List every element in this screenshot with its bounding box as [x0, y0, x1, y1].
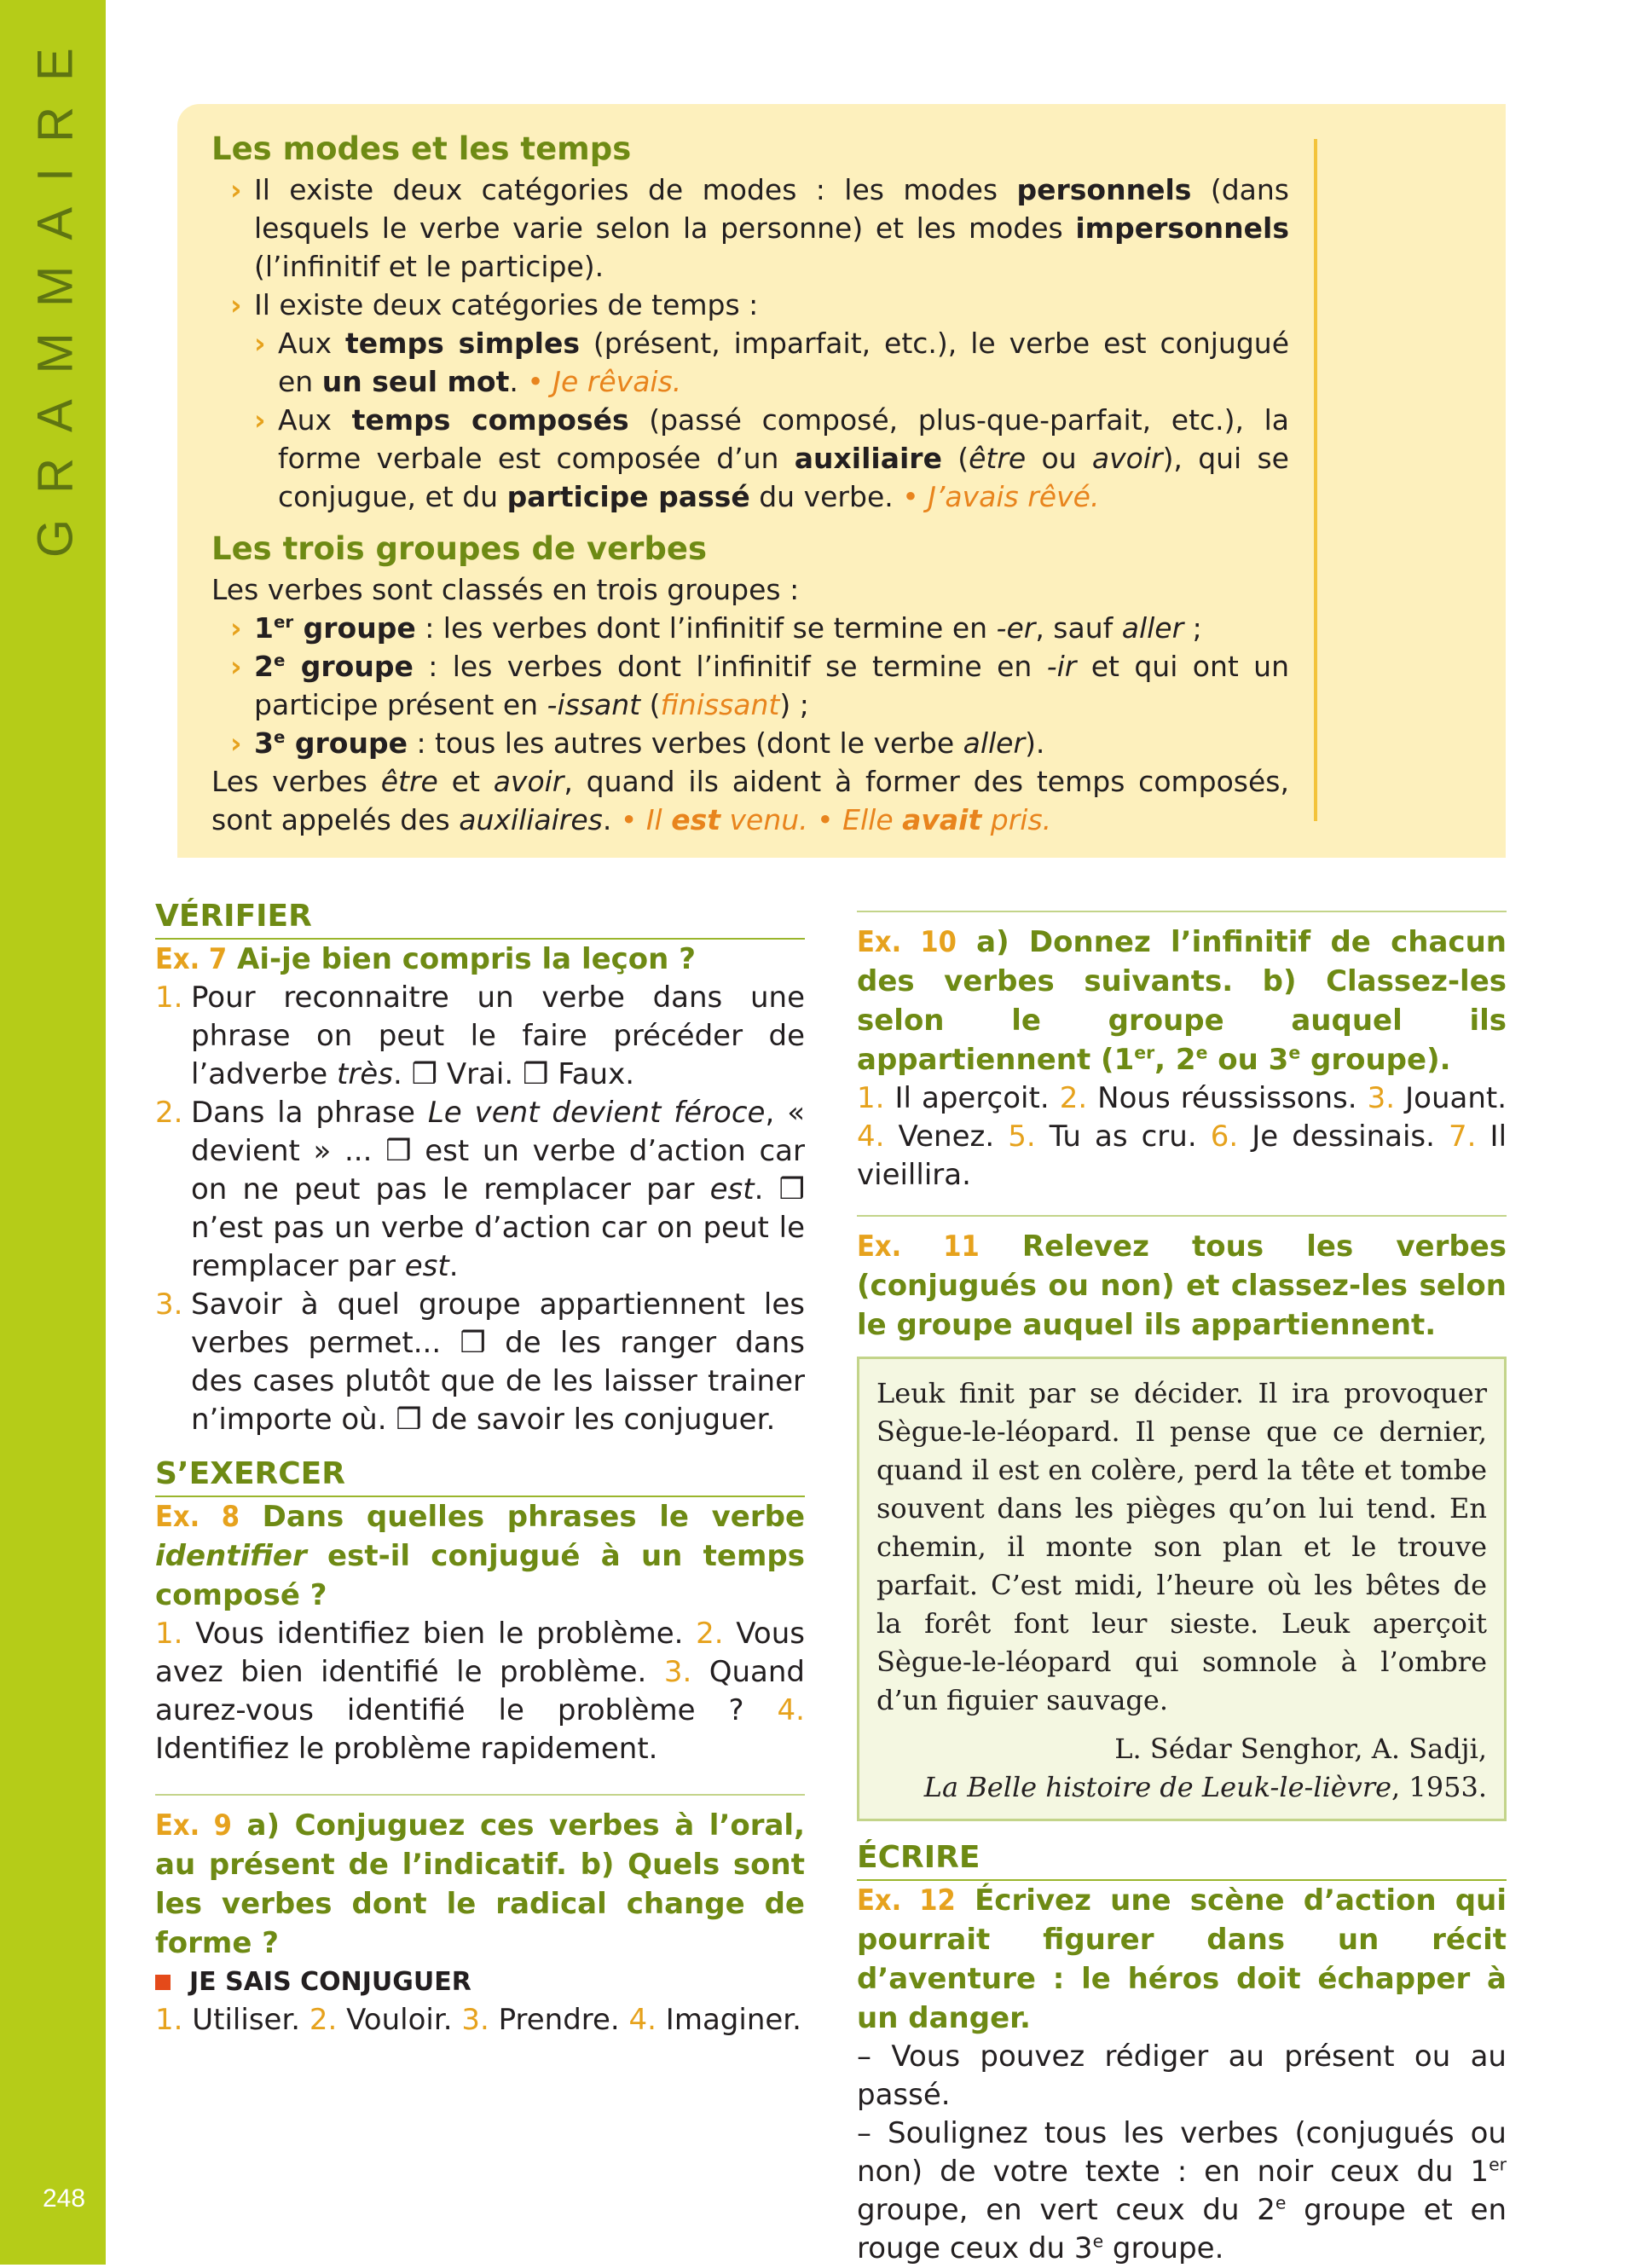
ex12-instruction-2: – Soulignez tous les verbes (conjugués ou non) de votre texte : en noir ceux du 1er groupe, en vert ceux du 2e groupe et en rouge ceux du 3e groupe.	[857, 2116, 1507, 2265]
ex12-instruction-1: – Vous pouvez rédiger au présent ou au passé.	[857, 2039, 1507, 2112]
modes-rule-1: › Il existe deux catégories de modes : les modes personnels (dans lesquels le verbe varie selon la personne) et les modes impersonnels (l’infinitif et le participe).	[211, 171, 1289, 286]
exercer-heading: S’EXERCER	[155, 1453, 805, 1497]
excerpt-source: L. Sédar Senghor, A. Sadji, La Belle histoire de Leuk-le-lièvre, 1953.	[923, 1733, 1487, 1803]
chevron-right-icon: ›	[230, 611, 242, 645]
divider	[155, 1794, 805, 1796]
simple-tense-rule: › Aux temps simples (présent, imparfait, etc.), le verbe est conjugué en un seul mot. • Je rêvais.	[211, 324, 1289, 401]
chevron-right-icon: ›	[230, 726, 242, 760]
groups-heading: Les trois groupes de verbes	[211, 530, 708, 567]
ex9-title: Ex. 9 a) Conjuguez ces verbes à l’oral, au présent de l’indicatif. b) Quels sont les verbes dont le radical change de forme ?	[155, 1808, 806, 1960]
example-text: • Je rêvais.	[527, 365, 682, 398]
ex12-title: Ex. 12 Écrivez une scène d’action qui pourrait figurer dans un récit d’aventure : le héros doit échapper à un danger.	[857, 1883, 1507, 2035]
groups-intro: Les verbes sont classés en trois groupes :	[211, 573, 800, 606]
je-sais-conjuguer-label: JE SAIS CONJUGUER	[155, 1963, 805, 2001]
chevron-right-icon: ›	[254, 403, 266, 437]
modes-heading: Les modes et les temps	[211, 130, 632, 167]
page-number: 248	[43, 2184, 86, 2213]
group-3-rule: › 3e groupe : tous les autres verbes (dont le verbe aller).	[211, 724, 1289, 762]
group-2-rule: › 2e groupe : les verbes dont l’infinitif se termine en -ir et qui ont un participe présent en -issant (finissant) ;	[211, 647, 1289, 724]
example-text: • J’avais rêvé.	[902, 480, 1100, 513]
compound-tense-rule: › Aux temps composés (passé composé, plus-que-parfait, etc.), la forme verbale est composée d’un auxiliaire (être ou avoir), qui se conjugue, et du participe passé du verbe. • J’avais rêvé.	[211, 401, 1289, 516]
ex8-title: Ex. 8 Dans quelles phrases le verbe identifier est-il conjugué à un temps composé ?	[155, 1500, 806, 1612]
ex9-verbs: 1. Utiliser. 2. Vouloir. 3. Prendre. 4. Imaginer.	[155, 2003, 801, 2037]
left-column	[155, 895, 805, 2039]
excerpt-box	[857, 1357, 1507, 1821]
ex7-title: Ex. 7 Ai-je bien compris la leçon ?	[155, 942, 696, 976]
ex7-question-2: 2. Dans la phrase Le vent devient féroce, « devient » ... ❒ est un verbe d’action car on ne peut pas le remplacer par est. ❒ n’est pas un verbe d’action car on peut le remplacer par est.	[155, 1096, 805, 1283]
ex10-verbs: 1. Il aperçoit. 2. Nous réussissons. 3. Jouant. 4. Venez. 5. Tu as cru. 6. Je dessinais. 7. Il vieillira.	[857, 1081, 1507, 1192]
chevron-right-icon: ›	[230, 173, 242, 206]
section-title: GRAMMAIRE	[27, 22, 84, 558]
excerpt-text: Leuk finit par se décider. Il ira provoquer Sègue-le-léopard. Il pense que ce dernier, quand il est en colère, perd la tête et tombe souvent dans les pièges qu’on lui tend. En chemin, il monte son plan et le trouve parfait. C’est midi, l’heure où les bêtes de la forêt font leur sieste. Leuk aperçoit Sègue-le-léopard qui somnole à l’ombre d’un figuier sauvage.	[876, 1377, 1487, 1716]
ex11-title: Ex. 11 Relevez tous les verbes (conjugués ou non) et classez-les selon le groupe auquel ils appartiennent.	[857, 1229, 1507, 1342]
ex10-title: Ex. 10 a) Donnez l’infinitif de chacun des verbes suivants. b) Classez-les selon le groupe auquel ils appartiennent (1er, 2e ou 3e groupe).	[857, 925, 1507, 1077]
verifier-heading: VÉRIFIER	[155, 895, 805, 940]
group-1-rule: › 1er groupe : les verbes dont l’infinitif se termine en -er, sauf aller ;	[211, 609, 1289, 647]
chevron-right-icon: ›	[230, 650, 242, 683]
chevron-right-icon: ›	[254, 327, 266, 360]
chevron-right-icon: ›	[230, 288, 242, 321]
ex7-question-1: 1. Pour reconnaitre un verbe dans une phrase on peut le faire précéder de l’adverbe très. ❒ Vrai. ❒ Faux.	[155, 981, 805, 1091]
divider	[857, 1215, 1507, 1217]
ecrire-heading: ÉCRIRE	[857, 1837, 1507, 1881]
example-text: • Il est venu. • Elle avait pris.	[620, 803, 1052, 836]
ex8-sentences: 1. Vous identifiez bien le problème. 2. Vous avez bien identifié le problème. 3. Quand aurez-vous identifié le problème ? 4. Identifiez le problème rapidement.	[155, 1617, 805, 1766]
auxiliary-rule: Les verbes être et avoir, quand ils aident à former des temps composés, sont appelés des auxiliaires. • Il est venu. • Elle avait pris.	[211, 765, 1289, 836]
square-bullet-icon	[155, 1975, 171, 1990]
right-column	[857, 911, 1507, 2268]
divider	[857, 911, 1507, 912]
lesson-content	[211, 128, 1289, 839]
modes-rule-2: › Il existe deux catégories de temps :	[211, 286, 1289, 324]
ex7-question-3: 3. Savoir à quel groupe appartiennent les verbes permet... ❒ de les ranger dans des cases plutôt que de les laisser trainer n’importe où. ❒ de savoir les conjuguer.	[155, 1287, 805, 1437]
lesson-divider	[1314, 139, 1317, 821]
